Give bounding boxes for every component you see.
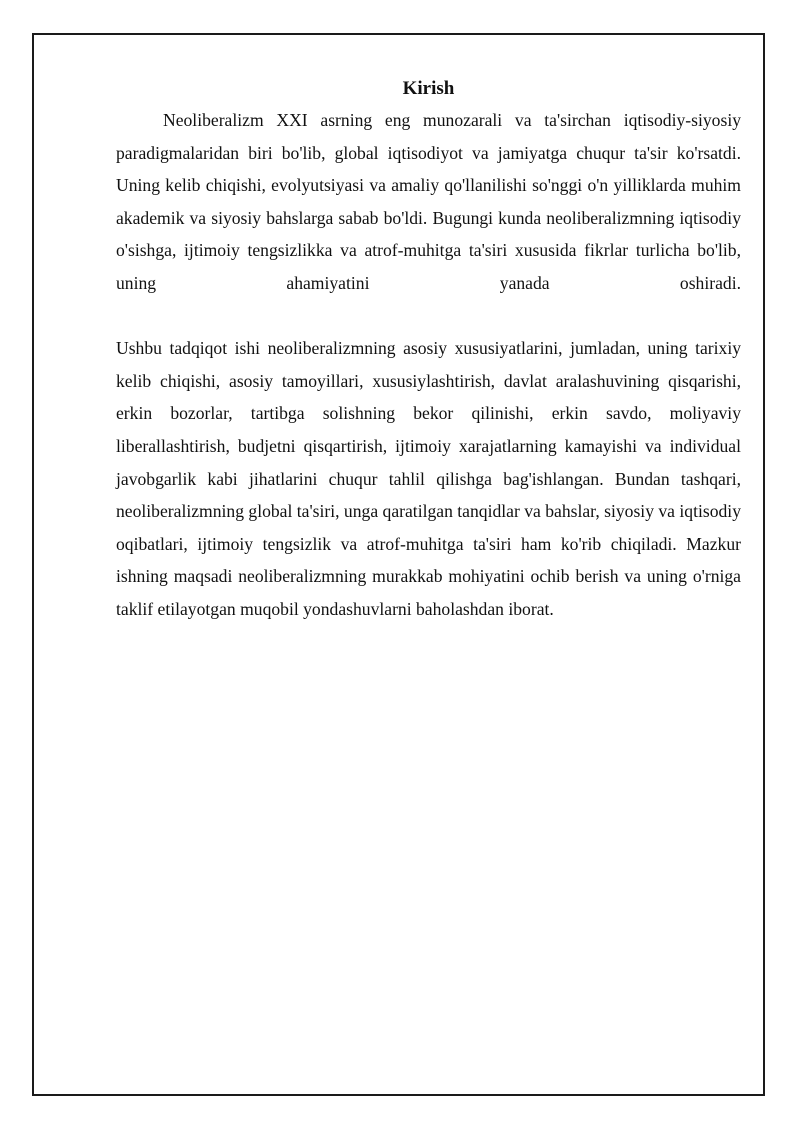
- paragraph-spacer: [116, 300, 741, 333]
- section-title: Kirish: [402, 78, 455, 99]
- paragraph-research-scope: Ushbu tadqiqot ishi neoliberalizmning asosiy xususiyatlarini, jumladan, uning tarixiy kelib chiqishi, asosiy tamoyillari, xususiylashtirish, davlat aralashuvining qisqarishi, erkin bozorlar, tartibga solishning bekor qilinishi, erkin savdo, moliyaviy liberallashtirish, budjetni qisqartirish, ijtimoiy xarajatlarning kamayishi va individual javobgarlik kabi jihatlarini chuqur tahlil qilishga bag'ishlangan. Bundan tashqari, neoliberalizmning global ta'siri, unga qaratilgan tanqidlar va bahslar, siyosiy va iqtisodiy oqibatlari, ijtimoiy tengsizlik va atrof-muhitga ta'siri ham ko'rib chiqiladi. Mazkur ishning maqsadi neoliberalizmning murakkab mohiyatini ochib berish va uning o'rniga taklif etilayotgan muqobil yondashuvlarni baholashdan iborat.: [116, 338, 741, 619]
- document-body: [116, 74, 741, 626]
- paragraph-intro: Neoliberalizm XXI asrning eng munozarali va ta'sirchan iqtisodiy-siyosiy paradigmalaridan biri bo'lib, global iqtisodiyot va jamiyatga chuqur ta'sir ko'rsatdi. Uning kelib chiqishi, evolyutsiyasi va amaliy qo'llanilishi so'nggi o'n yilliklarda muhim akademik va siyosiy bahslarga sabab bo'ldi. Bugungi kunda neoliberalizmning iqtisodiy o'sishga, ijtimoiy tengsizlikka va atrof-muhitga ta'siri xususida fikrlar turlicha bo'lib, uning ahamiyatini yanada oshiradi.: [116, 110, 741, 293]
